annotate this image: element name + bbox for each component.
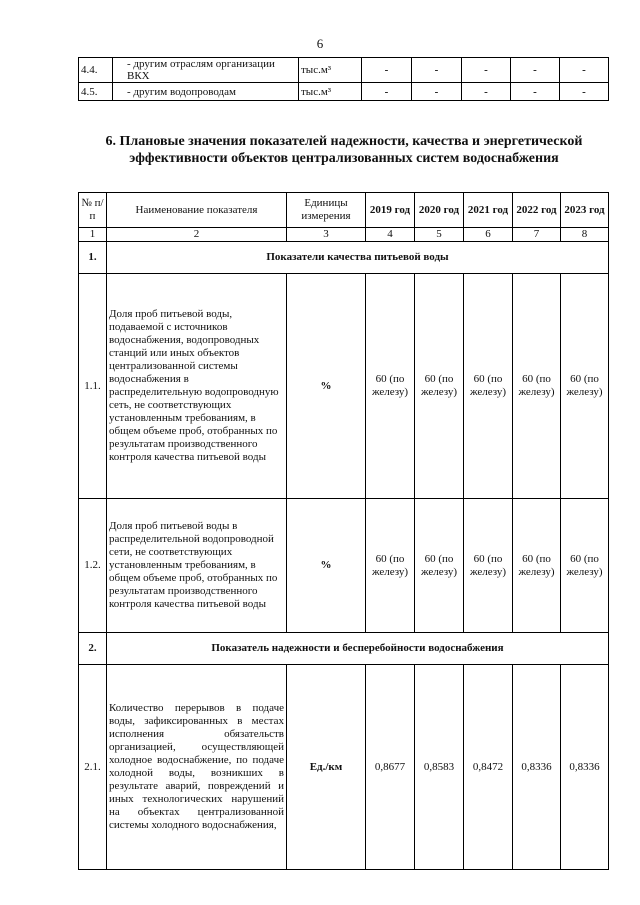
value-cell: 60 (по железу) xyxy=(513,274,561,499)
value-cell: 60 (по железу) xyxy=(561,274,609,499)
row-number: 1.2. xyxy=(79,499,107,633)
header-unit: Единицы измерения xyxy=(287,193,366,228)
header-year: 2022 год xyxy=(513,193,561,228)
value-cell: 0,8472 xyxy=(464,665,513,870)
column-number: 7 xyxy=(513,228,561,242)
section-number: 2. xyxy=(79,633,107,665)
header-year: 2021 год xyxy=(464,193,513,228)
table-row xyxy=(79,83,609,101)
value-cell: - xyxy=(462,83,511,101)
column-number: 1 xyxy=(79,228,107,242)
column-number: 4 xyxy=(366,228,415,242)
unit-cell: Ед./км xyxy=(287,665,366,870)
value-cell: 0,8677 xyxy=(366,665,415,870)
table-row xyxy=(79,58,609,83)
value-cell: 60 (по железу) xyxy=(561,499,609,633)
header-year: 2019 год xyxy=(366,193,415,228)
value-cell: 60 (по железу) xyxy=(513,499,561,633)
page-number: 6 xyxy=(316,36,324,51)
header-num: № п/п xyxy=(79,193,107,228)
column-number-row xyxy=(79,228,609,242)
indicator-name: Количество перерывов в подаче воды, зафиксированных в местах исполнения обязательств организацией, осуществляющей холодное водоснабжение, по подаче холодной воды, возникших в результате аварий, повреждений и иных технологических нарушений на объектах централизованной системы холодного водоснабжения, xyxy=(107,665,287,870)
column-number: 8 xyxy=(561,228,609,242)
section-number: 1. xyxy=(79,242,107,274)
indicator-name: - другим водопроводам xyxy=(113,83,299,101)
value-cell: - xyxy=(511,58,560,83)
table-row xyxy=(79,665,609,870)
unit-cell: % xyxy=(287,274,366,499)
row-number: 2.1. xyxy=(79,665,107,870)
value-cell: - xyxy=(560,83,609,101)
value-cell: - xyxy=(412,58,462,83)
indicators-table xyxy=(78,192,609,870)
value-cell: 60 (по железу) xyxy=(366,499,415,633)
section-heading: 6. Плановые значения показателей надежности, качества и энергетической эффективности объектов централизованных систем водоснабжения xyxy=(105,134,583,166)
unit-cell: % xyxy=(287,499,366,633)
unit-cell: тыс.м³ xyxy=(299,83,362,101)
column-number: 2 xyxy=(107,228,287,242)
header-year: 2023 год xyxy=(561,193,609,228)
section-title: Показатели качества питьевой воды xyxy=(107,242,609,274)
value-cell: - xyxy=(412,83,462,101)
unit-cell: тыс.м³ xyxy=(299,58,362,83)
value-cell: 60 (по железу) xyxy=(415,274,464,499)
section-row xyxy=(79,633,609,665)
column-number: 3 xyxy=(287,228,366,242)
section-row xyxy=(79,242,609,274)
value-cell: - xyxy=(362,58,412,83)
row-number: 1.1. xyxy=(79,274,107,499)
value-cell: - xyxy=(511,83,560,101)
continuation-table xyxy=(78,57,609,101)
indicator-name: Доля проб питьевой воды в распределительной водопроводной сети, не соответствующих установленным требованиям, в общем объеме проб, отобранных по результатам производственного контроля качества питьевой воды xyxy=(107,499,287,633)
indicator-name: Доля проб питьевой воды, подаваемой с источников водоснабжения, водопроводных станций или иных объектов централизованной системы водоснабжения в распределительную водопроводную сеть, не соответствующих установленным требованиям, в общем объеме проб, отобранных по результатам производственного контроля качества питьевой воды xyxy=(107,274,287,499)
value-cell: 0,8583 xyxy=(415,665,464,870)
indicator-name: - другим отраслям организации ВКХ xyxy=(113,58,299,83)
row-number: 4.5. xyxy=(79,83,113,101)
value-cell: 60 (по железу) xyxy=(464,499,513,633)
column-number: 6 xyxy=(464,228,513,242)
value-cell: - xyxy=(462,58,511,83)
value-cell: - xyxy=(362,83,412,101)
value-cell: 60 (по железу) xyxy=(366,274,415,499)
value-cell: 60 (по железу) xyxy=(415,499,464,633)
table-header-row xyxy=(79,193,609,228)
header-name: Наименование показателя xyxy=(107,193,287,228)
section-title: Показатель надежности и бесперебойности водоснабжения xyxy=(107,633,609,665)
value-cell: 0,8336 xyxy=(513,665,561,870)
table-row xyxy=(79,274,609,499)
value-cell: 0,8336 xyxy=(561,665,609,870)
value-cell: - xyxy=(560,58,609,83)
table-row xyxy=(79,499,609,633)
column-number: 5 xyxy=(415,228,464,242)
row-number: 4.4. xyxy=(79,58,113,83)
header-year: 2020 год xyxy=(415,193,464,228)
value-cell: 60 (по железу) xyxy=(464,274,513,499)
